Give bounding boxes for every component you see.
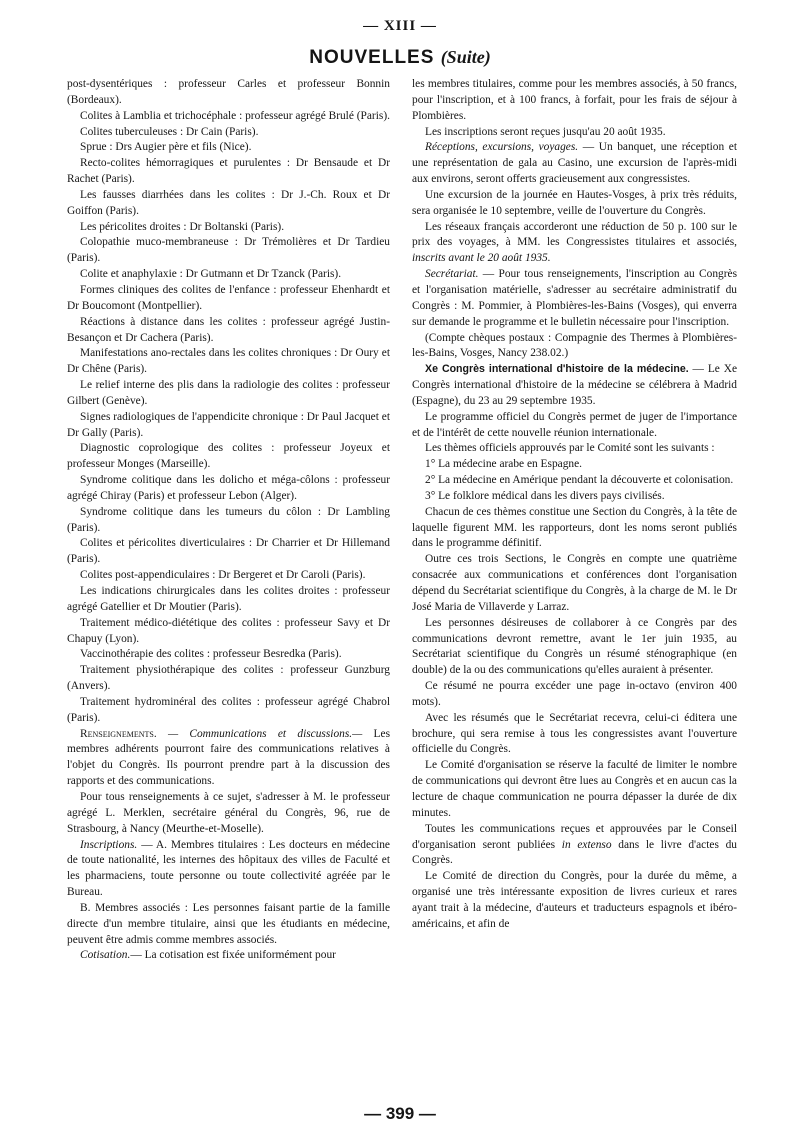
paragraph-subtitle: — Communications et discussions.— [167,727,363,740]
left-column-paragraph: Inscriptions. — A. Membres titulaires : Les docteurs en médecine de toute nationalité, les internes des hôpitaux des villes de Faculté et les pharmaciens, toute personne ou toute collectivité agréée par le Bureau. [67,838,390,899]
right-column-paragraph: Secrétariat. — Pour tous renseignements, l'inscription au Congrès et l'organisation matérielle, s'adresser au secrétaire administratif du Congrès : M. Pommier, à Plombières-les-Bains (Vosges), qui enverra sur demande le programme et le bulletin nécessaire pour l'inscription. [412,268,737,328]
right-column-paragraph: 2° La médecine en Amérique pendant la découverte et colonisation. [425,474,734,487]
left-column-paragraph: Traitement physiothérapique des colites : professeur Gunzburg (Anvers). [67,664,390,693]
left-column-paragraph: Vaccinothérapie des colites : professeur Besredka (Paris). [80,648,342,661]
right-column [412,77,737,933]
right-column-paragraph: 1° La médecine arabe en Espagne. [425,458,582,471]
right-column-paragraph: Les personnes désireuses de collaborer à ce Congrès par des communications devront remettre, avant le 1er juin 1935, au Secrétariat scientifique du Congrès un résumé sténographique (en double) de la ou des communications qu'elles auraient à présenter. [412,616,737,677]
left-column-paragraph: Syndrome colitique dans les tumeurs du côlon : Dr Lambling (Paris). [67,505,390,534]
left-column-paragraph: Colopathie muco-membraneuse : Dr Trémolières et Dr Tardieu (Paris). [67,236,390,265]
left-column-paragraph: Colite et anaphylaxie : Dr Gutmann et Dr Tzanck (Paris). [80,268,342,281]
left-column-paragraph: Colites et péricolites diverticulaires : Dr Charrier et Dr Hillemand (Paris). [67,537,390,566]
left-column-paragraph: Réactions à distance dans les colites : professeur agrégé Justin-Besançon et Dr Cachera (Paris). [67,315,390,344]
left-column-paragraph: Le relief interne des plis dans la radiologie des colites : professeur Gilbert (Genève). [67,379,390,407]
right-column-paragraph: Le Comité de direction du Congrès, pour la durée du même, a organisé une très intéressante exposition de livres curieux et rares ayant trait à la médecine, d'auteurs et traducteurs espagnols et ibéro-américains, et afin de [412,870,737,930]
section-title: NOUVELLES [309,47,435,68]
right-column-paragraph: Les inscriptions seront reçues jusqu'au 20 août 1935. [425,125,666,138]
left-column-paragraph: Colites tuberculeuses : Dr Cain (Paris). [80,125,259,138]
right-column-paragraph: Les réseaux français accorderont une réduction de 50 p. 100 sur le prix des voyages, à MM. les Congressistes titulaires et associés, inscrits avant le 20 août 1935. [412,220,737,265]
right-column-paragraph: Avec les résumés que le Secrétariat recevra, celui-ci éditera une brochure, qui sera remise à tous les congressistes avant l'ouverture officielle du Congrès. [412,711,737,756]
left-column [67,77,390,964]
right-column-paragraph: Xe Congrès international d'histoire de la médecine. — Le Xe Congrès international d'histoire de la médecine se célébrera à Madrid (Espagne), du 23 au 29 septembre 1935. [412,363,737,407]
left-column-paragraph: Formes cliniques des colites de l'enfance : professeur Ehenhardt et Dr Boucomont (Montpellier). [67,283,390,312]
left-column-paragraph: Sprue : Drs Augier père et fils (Nice). [80,141,252,154]
paragraph-emphasis: in extenso [561,838,612,851]
left-column-paragraph: Syndrome colitique dans les dolicho et méga-côlons : professeur agrégé Chiray (Paris) et professeur Lebon (Alger). [67,474,390,502]
right-column-paragraph: Une excursion de la journée en Hautes-Vosges, à prix très réduits, sera organisée le 10 septembre, veille de l'ouverture du Congrès. [412,188,737,217]
left-column-paragraph: Cotisation.— La cotisation est fixée uniformément pour [80,949,336,962]
left-column-paragraph: Recto-colites hémorragiques et purulentes : Dr Bensaude et Dr Rachet (Paris). [67,157,390,186]
paragraph-lead: Secrétariat. [425,268,479,281]
paragraph-lead: Réceptions, excursions, voyages. [425,141,579,154]
left-column-paragraph: Pour tous renseignements à ce sujet, s'adresser à M. le professeur agrégé L. Merklen, secrétaire général du Congrès, 96, rue de Strasbourg, à Nancy (Meurthe-et-Moselle). [67,790,390,835]
section-title-suite: (Suite) [440,47,491,67]
left-column-paragraph: Signes radiologiques de l'appendicite chronique : Dr Paul Jacquet et Dr Gally (Paris). [67,410,390,439]
right-column-paragraph: Réceptions, excursions, voyages. — Un banquet, une réception et une représentation de gala au Casino, une excursion de l'après-midi aux environs, seront offerts gracieusement aux congressistes. [412,141,737,186]
left-column-paragraph: Traitement médico-diététique des colites : professeur Savy et Dr Chapuy (Lyon). [67,616,390,645]
page-number: — 399 — [364,1104,436,1123]
paragraph-lead: Inscriptions. [80,838,138,851]
roman-page-number: — XIII — [363,18,437,34]
left-column-paragraph: Traitement hydrominéral des colites : professeur agrégé Chabrol (Paris). [67,695,390,724]
left-column-paragraph: Colites post-appendiculaires : Dr Bergeret et Dr Caroli (Paris). [80,569,366,582]
right-column-paragraph: Le Comité d'organisation se réserve la faculté de limiter le nombre de communications qui devront être lues au Congrès et en aucun cas la lecture de chaque communication ne pourra dépasser la durée de dix minutes. [412,759,737,819]
right-column-paragraph: Chacun de ces thèmes constitue une Section du Congrès, à la tête de laquelle figurent MM. les rapporteurs, dont les noms seront publiés dans le programme définitif. [412,505,737,550]
paragraph-emphasis: inscrits avant le 20 août 1935. [412,252,551,265]
left-column-paragraph: Les fausses diarrhées dans les colites : Dr J.-Ch. Roux et Dr Goiffon (Paris). [67,188,390,217]
right-column-paragraph: Ce résumé ne pourra excéder une page in-octavo (environ 400 mots). [412,680,737,708]
right-column-paragraph: Toutes les communications reçues et approuvées par le Conseil d'organisation seront publiées in extenso dans le livre d'actes du Congrès. [412,822,737,867]
paragraph-heading: Xe Congrès international d'histoire de la médecine. [425,363,689,376]
right-column-paragraph: Le programme officiel du Congrès permet de juger de l'importance et de l'intérêt de cette nouvelle réunion internationale. [412,410,737,439]
left-column-paragraph: Manifestations ano-rectales dans les colites chroniques : Dr Oury et Dr Chêne (Paris). [67,347,390,376]
left-column-paragraph: Renseignements. — Communications et discussions.— Les membres adhérents pourront faire des communications relatives à l'objet du Congrès. Ils pourront prendre part à la discussion des rapports et des communications. [67,727,391,788]
right-column-paragraph: les membres titulaires, comme pour les membres associés, à 50 francs, pour l'inscription, et à 100 francs, à forfait, pour les frais de séjour à Plombières. [412,78,737,122]
right-column-paragraph: 3° Le folklore médical dans les divers pays civilisés. [425,489,665,502]
paragraph-lead: Renseignements. [80,727,157,740]
left-column-paragraph: Colites à Lamblia et trichocéphale : professeur agrégé Brulé (Paris). [80,109,390,122]
left-column-paragraph: Diagnostic coprologique des colites : professeur Joyeux et professeur Monges (Marseille). [67,442,390,471]
right-column-paragraph: Outre ces trois Sections, le Congrès en compte une quatrième consacrée aux communications et conférences dont l'organisation dépend du Secrétariat scientifique du Congrès, à la charge de M. le Dr José Maria de Villaverde y Larraz. [412,553,737,613]
right-column-paragraph: (Compte chèques postaux : Compagnie des Thermes à Plombières-les-Bains, Vosges, Nancy 238.02.) [412,331,737,360]
right-column-paragraph: Les thèmes officiels approuvés par le Comité sont les suivants : [425,442,715,455]
paragraph-lead: Cotisation. [80,949,131,962]
left-column-paragraph: B. Membres associés : Les personnes faisant partie de la famille directe d'un membre titulaire, ainsi que les étudiants en médecine, peuvent être admis comme membres associés. [67,901,390,946]
left-column-paragraph: post-dysentériques : professeur Carles et professeur Bonnin (Bordeaux). [67,78,390,106]
left-column-paragraph: Les péricolites droites : Dr Boltanski (Paris). [80,220,285,233]
left-column-paragraph: Les indications chirurgicales dans les colites droites : professeur agrégé Gatellier et Dr Moutier (Paris). [67,585,390,613]
section-heading [0,47,800,69]
